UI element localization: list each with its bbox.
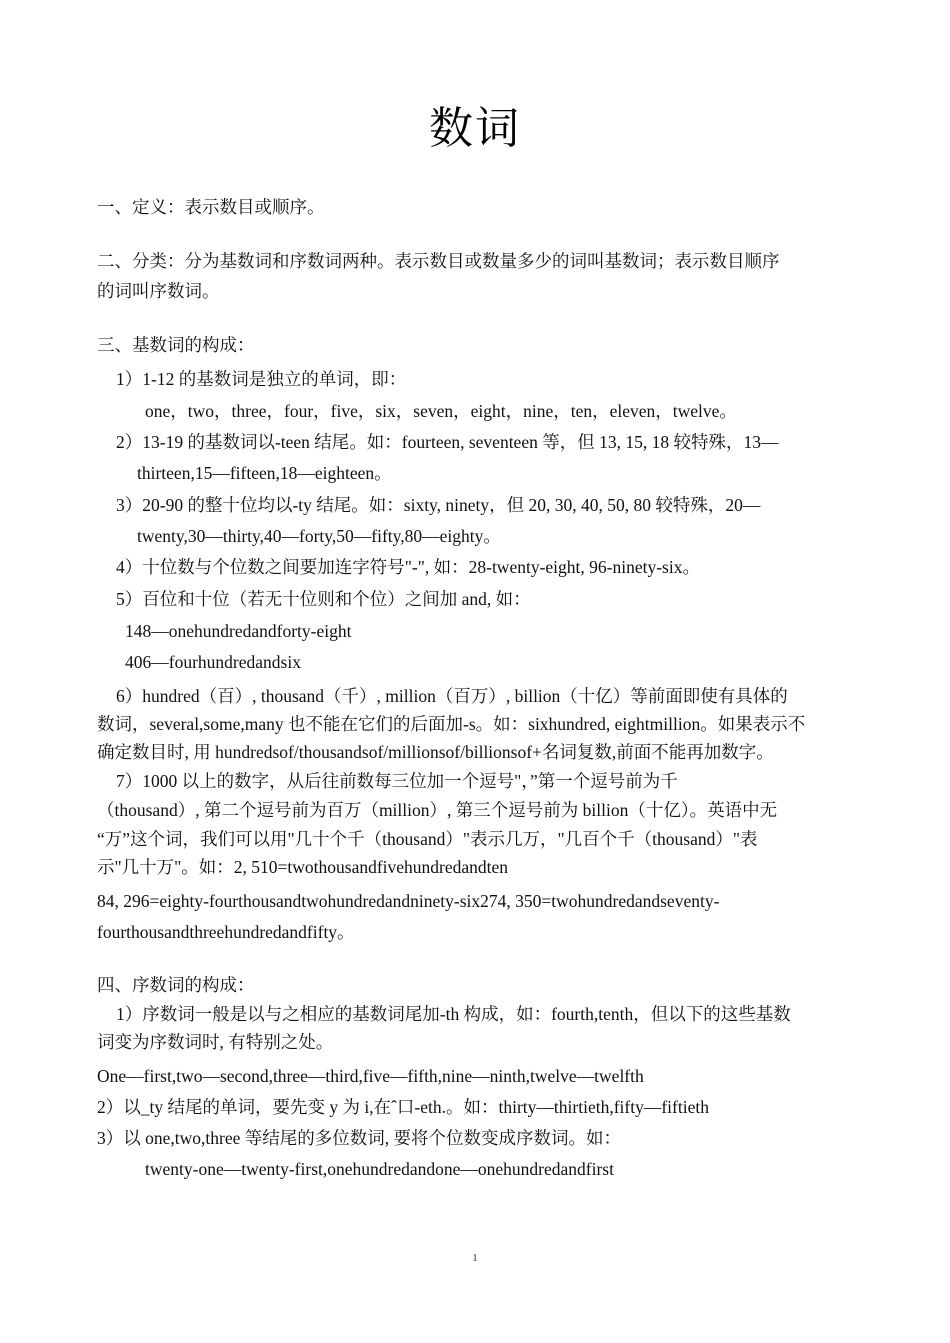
list-item: thirteen,15—fifteen,18—eighteen。 (137, 463, 392, 483)
paragraph-line: （thousand）, 第二个逗号前为百万（million）, 第三个逗号前为 billion（十亿）。英语中无 (97, 800, 778, 820)
paragraph-line: 确定数目时, 用 hundredsof/thousandsof/millionsof/billionsof+名词复数,前面不能再加数字。 (97, 742, 774, 762)
list-item: twenty,30—thirty,40—forty,50—fifty,80—eighty。 (137, 526, 501, 546)
list-item: one，two，three，four，five，six，seven，eight，nine，ten，eleven，twelve。 (145, 401, 737, 421)
example-line: 406—fourhundredandsix (125, 652, 301, 672)
paragraph-line: 84, 296=eighty-fourthousandtwohundredandninety-six274, 350=twohundredandseventy- (97, 891, 720, 911)
page-title: 数词 (429, 103, 521, 154)
list-item: 5）百位和十位（若无十位则和个位）之间加 and, 如： (116, 589, 531, 609)
paragraph-line: “万”这个词，我们可以用"几十个千（thousand）"表示几万，"几百个千（thousand）"表 (97, 829, 758, 849)
list-item: 3）20-90 的整十位均以-ty 结尾。如：sixty, ninety，但 20, 30, 40, 50, 80 较特殊，20— (116, 495, 761, 515)
example-line: twenty-one—twenty-first,onehundredandone—onehundredandfirst (145, 1159, 614, 1179)
list-item: 4）十位数与个位数之间要加连字符号"-", 如：28-twenty-eight, 96-ninety-six。 (116, 557, 700, 577)
example-line: 148—onehundredandforty-eight (125, 621, 352, 641)
section-heading-cardinal: 三、基数词的构成： (97, 335, 255, 355)
classification-line-2: 的词叫序数词。 (97, 281, 220, 301)
paragraph-line: 1）序数词一般是以与之相应的基数词尾加-th 构成，如：fourth,tenth，但以下的这些基数 (116, 1004, 791, 1024)
paragraph-line: 数词，several,some,many 也不能在它们的后面加-s。如：sixhundred, eightmillion。如果表示不 (97, 714, 806, 734)
paragraph-line: 6）hundred（百）, thousand（千）, million（百万）, billion（十亿）等前面即使有具体的 (116, 686, 788, 706)
paragraph-line: 7）1000 以上的数字，从后往前数每三位加一个逗号"，”第一个逗号前为千 (116, 771, 678, 791)
list-item: 2）13-19 的基数词以-teen 结尾。如：fourteen, seventeen 等，但 13, 15, 18 较特殊，13— (116, 432, 779, 452)
section-heading-ordinal: 四、序数词的构成： (97, 975, 255, 995)
page-number: 1 (472, 1252, 478, 1264)
paragraph-line: fourthousandthreehundredandfifty。 (97, 922, 355, 942)
definition-line: 一、定义：表示数目或顺序。 (97, 197, 325, 217)
paragraph-line: 示"几十万"。如：2, 510=twothousandfivehundredandten (97, 857, 509, 877)
paragraph-line: 词变为序数词时, 有特别之处。 (97, 1032, 334, 1052)
list-item: 2）以_ty 结尾的单词，要先变 y 为 i,在ˆ口-eth.。如：thirty—thirtieth,fifty—fiftieth (97, 1097, 709, 1117)
list-item: 3）以 one,two,three 等结尾的多位数词, 要将个位数变成序数词。如： (97, 1128, 621, 1148)
example-line: One—first,two—second,three—third,five—fifth,nine—ninth,twelve—twelfth (97, 1066, 644, 1086)
list-item: 1）1-12 的基数词是独立的单词，即： (116, 369, 407, 389)
classification-line-1: 二、分类：分为基数词和序数词两种。表示数目或数量多少的词叫基数词；表示数目顺序 (97, 251, 780, 271)
